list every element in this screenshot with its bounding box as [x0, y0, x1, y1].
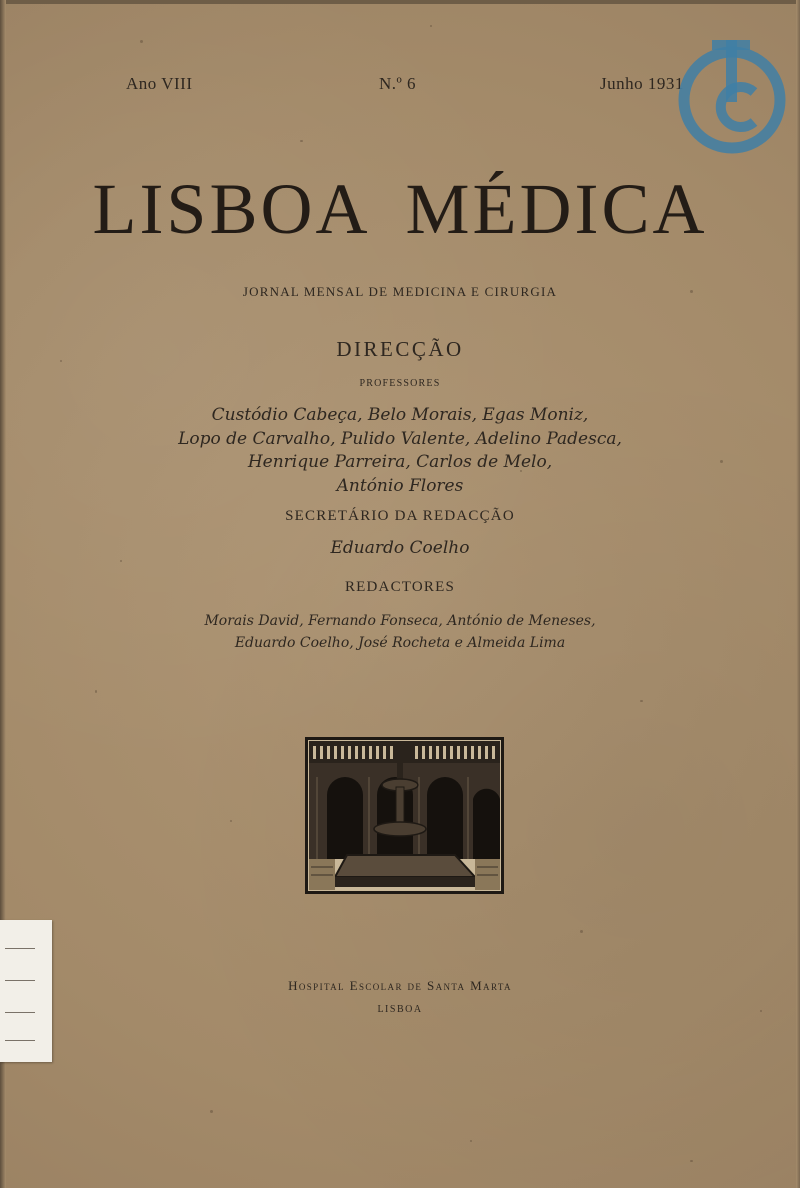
editors-name-line: Eduardo Coelho, José Rocheta e Almeida Lima: [234, 635, 566, 651]
editors-label: REDACTORES: [344, 579, 456, 595]
editors-names: [0, 610, 800, 654]
secretary-name: Eduardo Coelho: [330, 538, 470, 558]
direction-name-line: Lopo de Carvalho, Pulido Valente, Adelino Padesca,: [178, 428, 622, 449]
library-label-sticker: [0, 920, 52, 1062]
sticker-line: [5, 1012, 35, 1013]
sticker-line: [5, 1040, 35, 1041]
editors-name-line: Morais David, Fernando Fonseca, António de Meneses,: [204, 613, 596, 629]
issue-date: Junho 1931: [600, 74, 684, 93]
direction-name-line: Henrique Parreira, Carlos de Melo,: [247, 452, 553, 472]
direction-names: [0, 404, 800, 498]
journal-title: LISBOA MÉDICA: [92, 169, 708, 249]
sticker-line: [5, 948, 35, 949]
volume-label: Ano VIII: [126, 74, 193, 93]
direction-name-line: Custódio Cabeça, Belo Morais, Egas Moniz,: [211, 405, 589, 425]
institution-name: Hospital Escolar de Santa Marta: [288, 978, 512, 993]
direction-name-line: António Flores: [336, 475, 464, 496]
direction-heading: DIRECÇÃO: [336, 337, 464, 361]
professors-label: PROFESSORES: [359, 378, 441, 389]
sticker-line: [5, 980, 35, 981]
institution-city: LISBOA: [377, 1004, 423, 1015]
issue-number: N.º 6: [379, 74, 417, 93]
secretary-label: SECRETÁRIO DA REDACÇÃO: [285, 508, 515, 524]
library-stamp-icon: [676, 30, 792, 158]
journal-subtitle: JORNAL MENSAL DE MEDICINA E CIRURGIA: [242, 284, 558, 299]
cloister-fountain-illustration: [305, 737, 504, 894]
paper-edge-top: [0, 0, 800, 4]
